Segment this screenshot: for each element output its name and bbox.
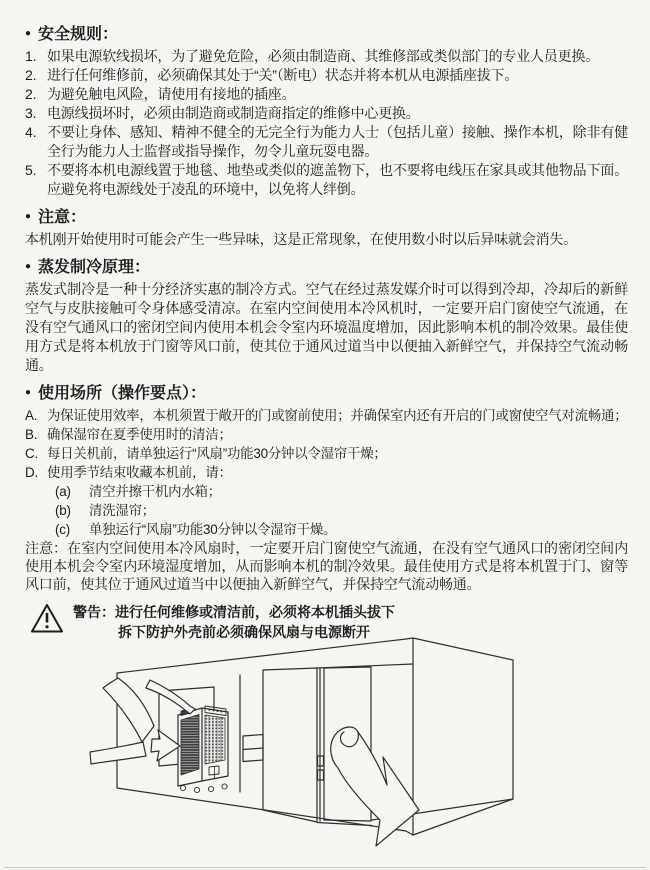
wall-duct xyxy=(243,735,263,762)
section-heading-principle xyxy=(25,257,628,278)
cooler-left-grille xyxy=(181,715,199,776)
notice-paragraph: 本机刚开始使用时可能会产生一些异味，这是正常现象，在使用数小时以后异味就会消失。 xyxy=(25,231,577,247)
evaporative-cooler xyxy=(178,706,228,793)
cooler-right-grille xyxy=(205,715,225,764)
usage-points-list xyxy=(25,406,628,482)
item-text: 确保湿帘在夏季使用时的清洁； xyxy=(47,427,232,442)
item-text: 使用季节结束收藏本机前，请： xyxy=(47,465,232,480)
safety-rule-item xyxy=(25,161,628,199)
storage-step-item xyxy=(55,482,628,501)
item-text: 进行任何维修前，必须确保其处于“关”（断电）状态并将本机从电源插座拔下。 xyxy=(47,67,519,83)
storage-step-item xyxy=(55,501,628,520)
item-text: 如果电源软线损坏，为了避免危险，必须由制造商、其维修部或类似部门的专业人员更换。 xyxy=(47,48,599,64)
item-number: A. xyxy=(25,408,38,423)
warning-label: 警告： xyxy=(73,604,115,620)
bullet-icon: ● xyxy=(25,387,32,398)
inlet-ribbon-window xyxy=(146,680,195,714)
safety-rule-item xyxy=(25,66,628,85)
heading-text: 安全规则： xyxy=(38,26,119,43)
section-heading-usage xyxy=(25,383,628,404)
usage-note-paragraph: 注意：在室内空间使用本冷风扇时，一定要开启门窗使空气流通，在没有空气通风口的密闭空间内使用本机会令室内环境湿度增加，从而影响本机的制冷效果。最佳使用方式是将本机置于门、窗等风口前，使其位于通风过道当中以便抽入新鲜空气，并保持空气流动畅通。 xyxy=(25,540,628,592)
section-usage xyxy=(25,383,628,593)
item-number: 4. xyxy=(25,124,37,140)
safety-rule-item xyxy=(25,47,628,66)
usage-point-item xyxy=(25,406,628,425)
usage-point-item xyxy=(25,425,628,444)
inlet-arrowhead xyxy=(151,730,180,761)
item-text: 电源线损坏时，必须由制造商或制造商指定的维修中心更换。 xyxy=(47,105,420,121)
item-text: 不要让身体、感知、精神不健全的无完全行为能力人士（包括儿童）接触、操作本机，除非有健全行为能力人士监督或指导操作，勿令儿童玩耍电器。 xyxy=(47,124,628,159)
item-number: (a) xyxy=(55,484,71,499)
item-number: C. xyxy=(25,446,38,461)
item-number: 3. xyxy=(25,105,37,121)
page-edge-line xyxy=(4,867,646,868)
heading-text: 使用场所（操作要点）： xyxy=(38,385,207,402)
item-text: 为保证使用效率，本机须置于敞开的门或窗前使用；并确保室内还有开启的门或窗使空气对流畅通； xyxy=(47,408,628,423)
room-airflow-illustration xyxy=(0,618,650,870)
item-number: 1. xyxy=(25,48,37,64)
usage-point-item xyxy=(25,463,628,482)
heading-text: 蒸发制冷原理： xyxy=(38,259,151,276)
item-text: 每日关机前，请单独运行“风扇”功能30分钟以令湿帘干燥； xyxy=(47,446,387,461)
section-principle xyxy=(25,257,628,375)
outlet-airflow-arrow xyxy=(331,727,419,846)
item-number: 2. xyxy=(25,86,37,102)
safety-rule-item xyxy=(25,85,628,104)
storage-step-item xyxy=(55,520,628,539)
cooler-casters xyxy=(180,784,227,793)
item-text: 为避免触电风险，请使用有接地的插座。 xyxy=(47,86,296,102)
usage-point-item xyxy=(25,444,628,463)
principle-paragraph: 蒸发式制冷是一种十分经济实惠的制冷方式。空气在经过蒸发媒介时可以得到冷却，冷却后的新鲜空气与皮肤接触可令身体感受清凉。在室内空间使用本冷风机时，一定要开启门窗使空气流通，在没有空气通风口的密闭空间内使用本机会令室内环境温度增加，因此影响本机的制冷效果。最佳使用方式是将本机放于门窗等风口前，使其位于通风过道当中以便抽入新鲜空气，并保持空气流动畅通。 xyxy=(25,281,628,373)
item-number: D. xyxy=(25,465,38,480)
item-number: (c) xyxy=(55,522,71,537)
item-text: 单独运行“风扇”功能30分钟以令湿帘干燥。 xyxy=(89,522,337,537)
section-heading-safety xyxy=(25,24,628,45)
bullet-icon: ● xyxy=(25,28,32,39)
safety-rule-item xyxy=(25,104,628,123)
inlet-ribbon-lower xyxy=(90,742,146,764)
heading-text: 注意： xyxy=(38,209,87,226)
item-text: 清空并擦干机内水箱； xyxy=(89,484,221,499)
safety-rules-list xyxy=(25,47,628,199)
warning-line2: 拆下防护外壳前必须确保风扇与电源断开 xyxy=(118,624,370,640)
warning-line1-text: 进行任何维修或清洁前，必须将本机插头拔下 xyxy=(115,604,395,620)
section-heading-notice xyxy=(25,207,628,228)
item-text: 不要将本机电源线置于地毯、地垫或类似的遮盖物下，也不要将电线压在家具或其他物品下面。应避免将电源线处于凌乱的环境中，以免将人绊倒。 xyxy=(47,162,628,197)
section-safety xyxy=(25,24,628,199)
bullet-icon: ● xyxy=(25,211,32,222)
item-text: 清洗湿帘； xyxy=(89,503,155,518)
item-number: (b) xyxy=(55,503,71,518)
safety-rule-item xyxy=(25,123,628,161)
item-number: 2. xyxy=(25,67,37,83)
item-number: B. xyxy=(25,427,38,442)
item-number: 5. xyxy=(25,162,37,178)
section-notice xyxy=(25,207,628,249)
bullet-icon: ● xyxy=(25,261,32,272)
storage-steps-list xyxy=(55,482,628,539)
